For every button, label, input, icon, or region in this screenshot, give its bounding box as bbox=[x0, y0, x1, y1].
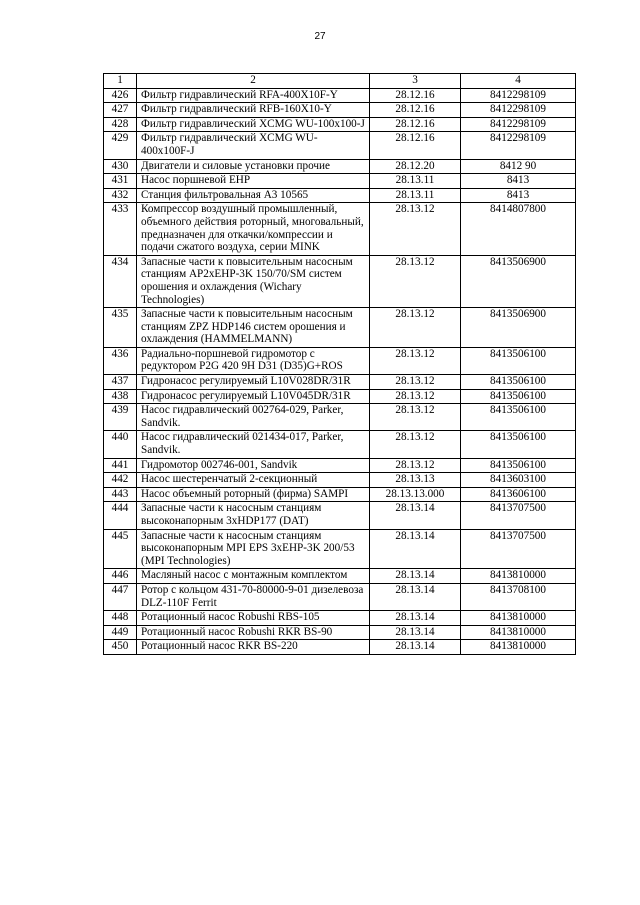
cell-number: 437 bbox=[104, 375, 137, 390]
cell-code: 28.13.14 bbox=[370, 625, 461, 640]
cell-number: 443 bbox=[104, 487, 137, 502]
cell-tnved: 8413 bbox=[461, 188, 576, 203]
header-cell-tnved: 4 bbox=[461, 74, 576, 89]
header-cell-name: 2 bbox=[137, 74, 370, 89]
table-header bbox=[104, 74, 576, 89]
cell-code: 28.13.14 bbox=[370, 529, 461, 569]
cell-number: 426 bbox=[104, 88, 137, 103]
cell-number: 433 bbox=[104, 203, 137, 255]
table-row bbox=[104, 188, 576, 203]
cell-code: 28.13.12 bbox=[370, 203, 461, 255]
table-body bbox=[104, 88, 576, 654]
cell-tnved: 8413810000 bbox=[461, 569, 576, 584]
cell-tnved: 8413506900 bbox=[461, 255, 576, 307]
cell-number: 442 bbox=[104, 473, 137, 488]
cell-number: 447 bbox=[104, 583, 137, 610]
cell-number: 429 bbox=[104, 132, 137, 159]
cell-number: 431 bbox=[104, 174, 137, 189]
cell-tnved: 8413506100 bbox=[461, 404, 576, 431]
table-row bbox=[104, 431, 576, 458]
page-number: 27 bbox=[314, 31, 326, 42]
cell-name: Запасные части к повысительным насосным станциям ZPZ HDP146 систем орошения и охлаждения (HAMMELMANN) bbox=[137, 308, 370, 348]
table-row bbox=[104, 174, 576, 189]
cell-code: 28.13.14 bbox=[370, 569, 461, 584]
cell-name: Ротационный насос Robushi RBS-105 bbox=[137, 611, 370, 626]
cell-tnved: 8412298109 bbox=[461, 88, 576, 103]
cell-code: 28.13.14 bbox=[370, 611, 461, 626]
table-row bbox=[104, 569, 576, 584]
cell-name: Фильтр гидравлический RFB-160X10-Y bbox=[137, 103, 370, 118]
cell-code: 28.12.16 bbox=[370, 103, 461, 118]
header-cell-number: 1 bbox=[104, 74, 137, 89]
cell-name: Ротационный насос Robushi RKR BS-90 bbox=[137, 625, 370, 640]
table-row bbox=[104, 502, 576, 529]
cell-code: 28.13.14 bbox=[370, 502, 461, 529]
cell-name: Радиально-поршневой гидромотор с редуктором P2G 420 9H D31 (D35)G+ROS bbox=[137, 347, 370, 374]
cell-number: 438 bbox=[104, 389, 137, 404]
header-row bbox=[104, 74, 576, 89]
table-row bbox=[104, 640, 576, 655]
cell-code: 28.13.14 bbox=[370, 583, 461, 610]
table-row bbox=[104, 159, 576, 174]
cell-number: 448 bbox=[104, 611, 137, 626]
cell-number: 449 bbox=[104, 625, 137, 640]
cell-number: 441 bbox=[104, 458, 137, 473]
cell-name: Насос гидравлический 002764-029, Parker, Sandvik. bbox=[137, 404, 370, 431]
cell-tnved: 8413506900 bbox=[461, 308, 576, 348]
cell-name: Запасные части к повысительным насосным станциям AP2xEHP-3K 150/70/SM систем орошения и охлаждения (Wichary Technologies) bbox=[137, 255, 370, 307]
table-row bbox=[104, 529, 576, 569]
cell-tnved: 8412 90 bbox=[461, 159, 576, 174]
cell-code: 28.13.13.000 bbox=[370, 487, 461, 502]
cell-tnved: 8413506100 bbox=[461, 375, 576, 390]
table-row bbox=[104, 611, 576, 626]
cell-number: 435 bbox=[104, 308, 137, 348]
table-row bbox=[104, 404, 576, 431]
cell-number: 434 bbox=[104, 255, 137, 307]
table-row bbox=[104, 583, 576, 610]
cell-number: 445 bbox=[104, 529, 137, 569]
cell-name: Гидронасос регулируемый L10V045DR/31R bbox=[137, 389, 370, 404]
cell-name: Запасные части к насосным станциям высоконапорным 3xHDP177 (DAT) bbox=[137, 502, 370, 529]
cell-tnved: 8413 bbox=[461, 174, 576, 189]
cell-code: 28.13.12 bbox=[370, 308, 461, 348]
table-row bbox=[104, 473, 576, 488]
cell-code: 28.13.12 bbox=[370, 458, 461, 473]
cell-number: 436 bbox=[104, 347, 137, 374]
cell-code: 28.13.12 bbox=[370, 431, 461, 458]
table-row bbox=[104, 132, 576, 159]
cell-number: 440 bbox=[104, 431, 137, 458]
cell-tnved: 8413506100 bbox=[461, 389, 576, 404]
table-row bbox=[104, 487, 576, 502]
table-row bbox=[104, 347, 576, 374]
cell-name: Ротационный насос RKR BS-220 bbox=[137, 640, 370, 655]
cell-tnved: 8413707500 bbox=[461, 529, 576, 569]
cell-code: 28.13.11 bbox=[370, 188, 461, 203]
table-row bbox=[104, 458, 576, 473]
cell-tnved: 8413506100 bbox=[461, 347, 576, 374]
cell-code: 28.12.16 bbox=[370, 117, 461, 132]
cell-code: 28.12.16 bbox=[370, 88, 461, 103]
cell-name: Станция фильтровальная А3 10565 bbox=[137, 188, 370, 203]
table-row bbox=[104, 203, 576, 255]
cell-name: Компрессор воздушный промышленный, объемного действия роторный, многовальный, предназначен для откачки/компрессии и подачи сжатого воздуха, серии MINK bbox=[137, 203, 370, 255]
cell-code: 28.12.16 bbox=[370, 132, 461, 159]
cell-tnved: 8413603100 bbox=[461, 473, 576, 488]
table-row bbox=[104, 88, 576, 103]
cell-tnved: 8413707500 bbox=[461, 502, 576, 529]
table-row bbox=[104, 375, 576, 390]
cell-code: 28.13.12 bbox=[370, 389, 461, 404]
cell-tnved: 8413810000 bbox=[461, 640, 576, 655]
cell-name: Фильтр гидравлический XCMG WU-400x100F-J bbox=[137, 132, 370, 159]
cell-tnved: 8413708100 bbox=[461, 583, 576, 610]
cell-code: 28.12.20 bbox=[370, 159, 461, 174]
table-row bbox=[104, 117, 576, 132]
table-row bbox=[104, 308, 576, 348]
cell-tnved: 8413506100 bbox=[461, 431, 576, 458]
cell-number: 439 bbox=[104, 404, 137, 431]
table-row bbox=[104, 625, 576, 640]
cell-code: 28.13.12 bbox=[370, 404, 461, 431]
document-table bbox=[103, 73, 576, 655]
cell-code: 28.13.12 bbox=[370, 375, 461, 390]
cell-code: 28.13.12 bbox=[370, 347, 461, 374]
cell-tnved: 8412298109 bbox=[461, 103, 576, 118]
cell-tnved: 8413506100 bbox=[461, 458, 576, 473]
cell-name: Насос гидравлический 021434-017, Parker, Sandvik. bbox=[137, 431, 370, 458]
cell-number: 432 bbox=[104, 188, 137, 203]
cell-name: Двигатели и силовые установки прочие bbox=[137, 159, 370, 174]
cell-tnved: 8412298109 bbox=[461, 132, 576, 159]
cell-code: 28.13.14 bbox=[370, 640, 461, 655]
cell-number: 428 bbox=[104, 117, 137, 132]
table-row bbox=[104, 389, 576, 404]
cell-number: 450 bbox=[104, 640, 137, 655]
cell-name: Гидронасос регулируемый L10V028DR/31R bbox=[137, 375, 370, 390]
table-row bbox=[104, 103, 576, 118]
cell-number: 446 bbox=[104, 569, 137, 584]
cell-code: 28.13.12 bbox=[370, 255, 461, 307]
cell-number: 427 bbox=[104, 103, 137, 118]
cell-tnved: 8413606100 bbox=[461, 487, 576, 502]
cell-tnved: 8414807800 bbox=[461, 203, 576, 255]
cell-code: 28.13.13 bbox=[370, 473, 461, 488]
cell-number: 430 bbox=[104, 159, 137, 174]
cell-name: Масляный насос с монтажным комплектом bbox=[137, 569, 370, 584]
cell-name: Гидромотор 002746-001, Sandvik bbox=[137, 458, 370, 473]
cell-tnved: 8412298109 bbox=[461, 117, 576, 132]
cell-name: Фильтр гидравлический XCMG WU-100x100-J bbox=[137, 117, 370, 132]
cell-name: Запасные части к насосным станциям высоконапорным MPI EPS 3xEHP-3K 200/53 (MPI Technologies) bbox=[137, 529, 370, 569]
cell-tnved: 8413810000 bbox=[461, 625, 576, 640]
header-cell-code: 3 bbox=[370, 74, 461, 89]
cell-code: 28.13.11 bbox=[370, 174, 461, 189]
cell-tnved: 8413810000 bbox=[461, 611, 576, 626]
cell-name: Фильтр гидравлический RFA-400X10F-Y bbox=[137, 88, 370, 103]
cell-name: Ротор с кольцом 431-70-80000-9-01 дизелевоза DLZ-110F Ferrit bbox=[137, 583, 370, 610]
cell-number: 444 bbox=[104, 502, 137, 529]
cell-name: Насос шестеренчатый 2-секционный bbox=[137, 473, 370, 488]
table-row bbox=[104, 255, 576, 307]
cell-name: Насос объемный роторный (фирма) SAMPI bbox=[137, 487, 370, 502]
cell-name: Насос поршневой EHP bbox=[137, 174, 370, 189]
